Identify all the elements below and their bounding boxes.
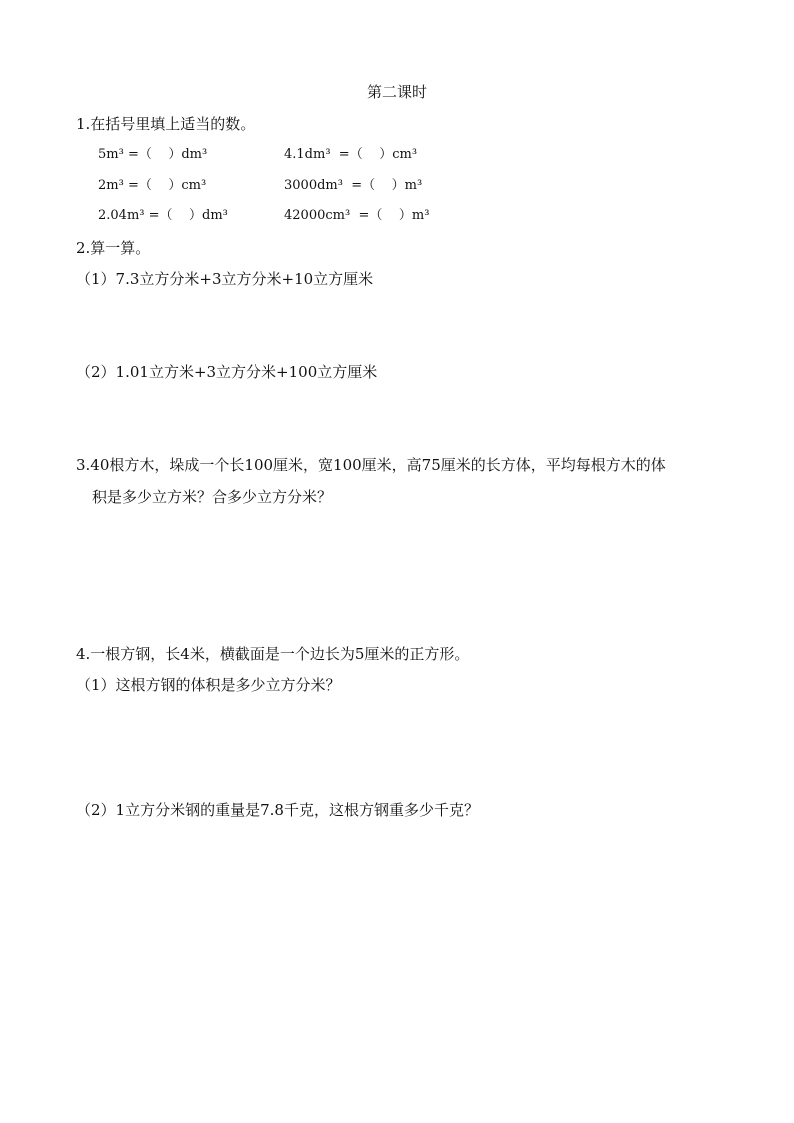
question-4-heading: 4.一根方钢，长4米，横截面是一个边长为5厘米的正方形。 [76, 645, 470, 663]
q2-part-2: （2）1.01立方米+3立方分米+100立方厘米 [76, 363, 378, 381]
q1-item-6: 42000cm³ =（ ）m³ [284, 208, 430, 223]
question-2-heading: 2.算一算。 [76, 239, 151, 257]
q4-part-1: （1）这根方钢的体积是多少立方分米？ [76, 676, 341, 694]
q1-item-3: 2m³ =（ ）cm³ [98, 178, 207, 193]
question-3-line-2: 积是多少立方米？合多少立方分米？ [92, 488, 333, 506]
q1-item-1: 5m³ =（ ）dm³ [98, 147, 208, 162]
q4-part-2: （2）1立方分米钢的重量是7.8千克，这根方钢重多少千克？ [76, 801, 479, 819]
question-3-line-1: 3.40根方木，垛成一个长100厘米，宽100厘米，高75厘米的长方体，平均每根方木的体 [76, 456, 666, 474]
q2-part-1: （1）7.3立方分米+3立方分米+10立方厘米 [76, 270, 374, 288]
question-1-heading: 1.在括号里填上适当的数。 [76, 115, 256, 133]
q1-item-4: 3000dm³ =（ ）m³ [284, 178, 423, 193]
q1-item-2: 4.1dm³ =（ ）cm³ [284, 147, 418, 162]
q1-item-5: 2.04m³ =（ ）dm³ [98, 208, 228, 223]
page-title: 第二课时 [366, 83, 427, 101]
